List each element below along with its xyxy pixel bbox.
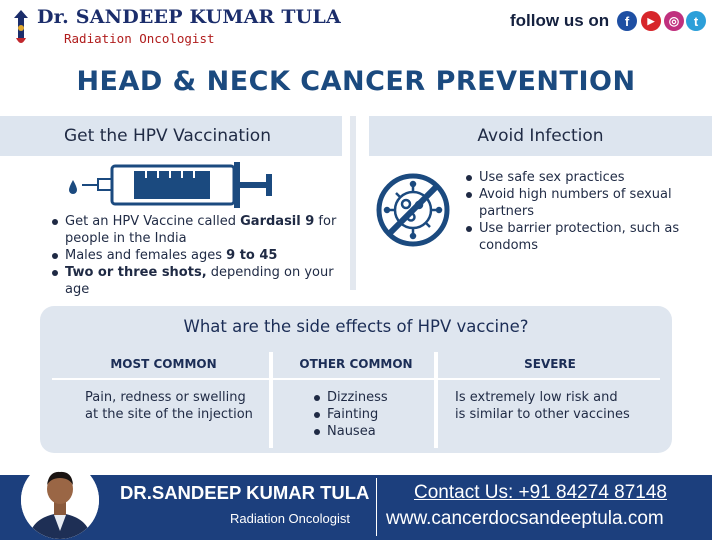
other-common-list (313, 389, 433, 440)
follow-us-text: follow us on (510, 11, 610, 30)
syringe-icon (66, 162, 278, 210)
infection-heading: Avoid Infection (369, 116, 712, 156)
footer-divider (376, 478, 377, 536)
hpv-list (51, 213, 343, 298)
list-item: Nausea (313, 423, 433, 440)
avatar (21, 461, 99, 539)
hpv-heading: Get the HPV Vaccination (0, 116, 342, 156)
panel-divider (350, 116, 356, 290)
twitter-icon[interactable]: t (686, 11, 706, 31)
side-effects-title: What are the side effects of HPV vaccine? (183, 317, 529, 336)
list-item: Males and females ages 9 to 45 (51, 247, 343, 264)
list-item: Fainting (313, 406, 433, 423)
other-common-heading: OTHER COMMON (299, 357, 413, 371)
youtube-icon[interactable]: ▶ (641, 11, 661, 31)
severe-text: Is extremely low risk and is similar to other vaccines (455, 390, 630, 422)
brand-name: Dr. SANDEEP KUMAR TULA (37, 6, 341, 28)
page-title: HEAD & NECK CANCER PREVENTION (76, 66, 636, 97)
footer-doctor-role: Radiation Oncologist (230, 511, 350, 526)
list-item: Two or three shots, depending on your age (51, 264, 343, 298)
no-virus-icon (375, 172, 451, 248)
footer-doctor-name: DR.SANDEEP KUMAR TULA (120, 482, 370, 503)
contact-link[interactable]: Contact Us: +91 84274 87148 (414, 482, 667, 503)
list-item: Get an HPV Vaccine called Gardasil 9 for people in the India (51, 213, 343, 247)
list-item: Use barrier protection, such as condoms (465, 220, 710, 254)
list-item: Dizziness (313, 389, 433, 406)
most-common-text: Pain, redness or swelling at the site of the injection (85, 390, 253, 422)
facebook-icon[interactable]: f (617, 11, 637, 31)
list-item: Avoid high numbers of sexual partners (465, 186, 710, 220)
column-separator (434, 352, 438, 448)
logo-icon (10, 8, 32, 48)
website-link[interactable]: www.cancerdocsandeeptula.com (386, 508, 664, 529)
column-separator (269, 352, 273, 448)
column-header-rule (52, 378, 660, 380)
brand-subtitle: Radiation Oncologist (64, 31, 215, 46)
doctor-photo (21, 461, 99, 539)
most-common-heading: MOST COMMON (110, 357, 217, 371)
instagram-icon[interactable]: ◎ (664, 11, 684, 31)
list-item: Use safe sex practices (465, 169, 710, 186)
severe-heading: SEVERE (524, 357, 576, 371)
infection-list (465, 169, 710, 254)
